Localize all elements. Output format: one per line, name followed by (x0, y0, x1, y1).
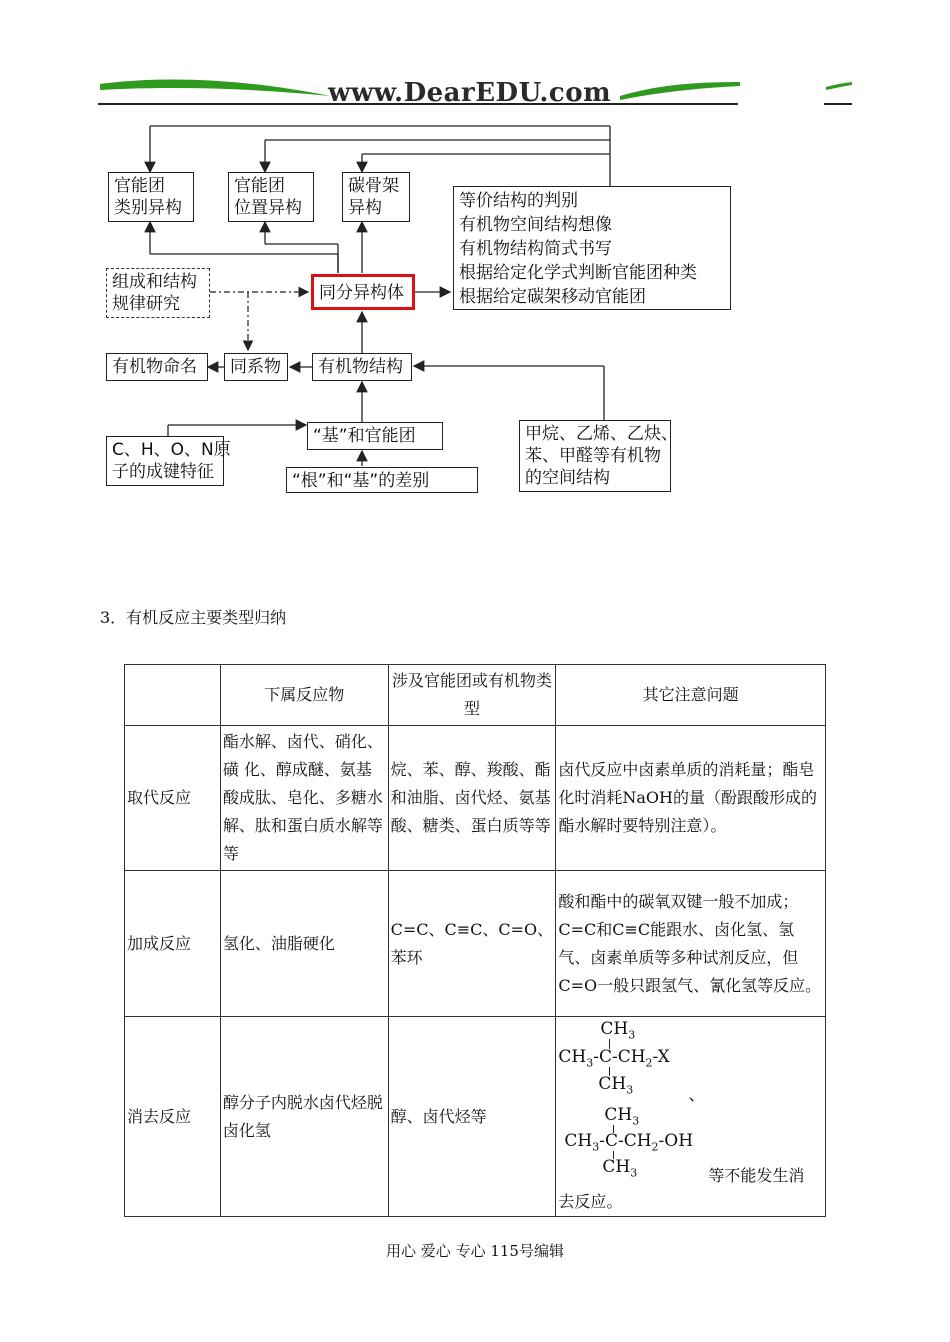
formula2-bottom: $CH_3$ (602, 1157, 638, 1180)
cell-notes-formulas (556, 1017, 826, 1217)
cell-notes: 卤代反应中卤素单质的消耗量；酯皂化时消耗NaOH的量（酚跟酸形成的酯水解时要特别注意）。 (556, 726, 826, 871)
box-functional-position-isomer: 官能团 位置异构 (228, 172, 314, 222)
box-root-vs-group: “根”和“基”的差别 (286, 467, 478, 493)
cell-notes: 酸和酯中的碳氧双键一般不加成；C=C和C≡C能跟水、卤化氢、氢气、卤素单质等多种试剂反应，但C=O一般只跟氢气、氰化氢等反应。 (556, 871, 826, 1017)
cell-reactants: 酯水解、卤代、硝化、磺 化、醇成醚、氨基酸成肽、皂化、多糖水解、肽和蛋白质水解等等 (220, 726, 388, 871)
header-cell-empty (125, 665, 221, 726)
box-organic-naming: 有机物命名 (106, 353, 208, 381)
box-functional-class-isomer: 官能团 类别异构 (108, 172, 194, 222)
box-molecule-spatial: 甲烷、乙烯、乙炔、 苯、甲醛等有机物 的空间结构 (519, 420, 671, 492)
cell-type: 加成反应 (125, 871, 221, 1017)
cell-groups: 醇、卤代烃等 (388, 1017, 556, 1217)
box-composition-research: 组成和结构 规律研究 (106, 268, 210, 318)
formula-note-end: 去反应。 (558, 1192, 623, 1211)
cell-reactants: 氢化、油脂硬化 (220, 871, 388, 1017)
page-footer: 用心 爱心 专心 115号编辑 (386, 1242, 564, 1260)
cell-groups: 烷、苯、醇、羧酸、酯和油脂、卤代烃、氨基酸、糖类、蛋白质等等 (388, 726, 556, 871)
table-row (125, 1017, 826, 1217)
formula1-bottom: $CH_3$ (598, 1074, 634, 1097)
box-carbon-skeleton-isomer: 碳骨架 异构 (342, 172, 410, 222)
section-title: 3．有机反应主要类型归纳 (100, 608, 287, 627)
box-isomer-highlight: 同分异构体 (311, 274, 415, 310)
header-cell-groups: 涉及官能团或有机物类型 (388, 665, 556, 726)
formula-separator: 、 (688, 1085, 706, 1105)
box-group-and-functional: “基”和官能团 (307, 422, 443, 450)
structural-formulas (556, 1017, 825, 1213)
cell-groups: C=C、C≡C、C=O、苯环 (388, 871, 556, 1017)
header-cell-notes: 其它注意问题 (556, 665, 826, 726)
cell-reactants: 醇分子内脱水卤代烃脱卤化氢 (220, 1017, 388, 1217)
table-row (125, 726, 826, 871)
cell-type: 取代反应 (125, 726, 221, 871)
cell-type: 消去反应 (125, 1017, 221, 1217)
table-row (125, 871, 826, 1017)
box-isomer-skills-list: 等价结构的判别 有机物空间结构想像 有机物结构简式书写 根据给定化学式判断官能团种类 根据给定碳架移动官能团 (453, 186, 731, 310)
formula1-main: $CH_3-C-CH_2-X$ (558, 1047, 670, 1070)
formula2-top: $CH_3$ (604, 1105, 640, 1128)
formula2-main: $CH_3-C-CH_2-OH$ (564, 1131, 694, 1154)
box-atom-bonding: C、H、O、N原 子的成键特征 (106, 436, 224, 486)
site-logo-text: www.DearEDU.com (328, 78, 612, 108)
table-header-row (125, 665, 826, 726)
header-cell-reactants: 下属反应物 (220, 665, 388, 726)
reaction-types-table (124, 664, 826, 1217)
box-organic-structure: 有机物结构 (312, 353, 412, 381)
formula1-top: $CH_3$ (600, 1019, 636, 1042)
formula-note-tail: 等不能发生消 (708, 1166, 805, 1185)
box-homolog: 同系物 (224, 353, 288, 381)
